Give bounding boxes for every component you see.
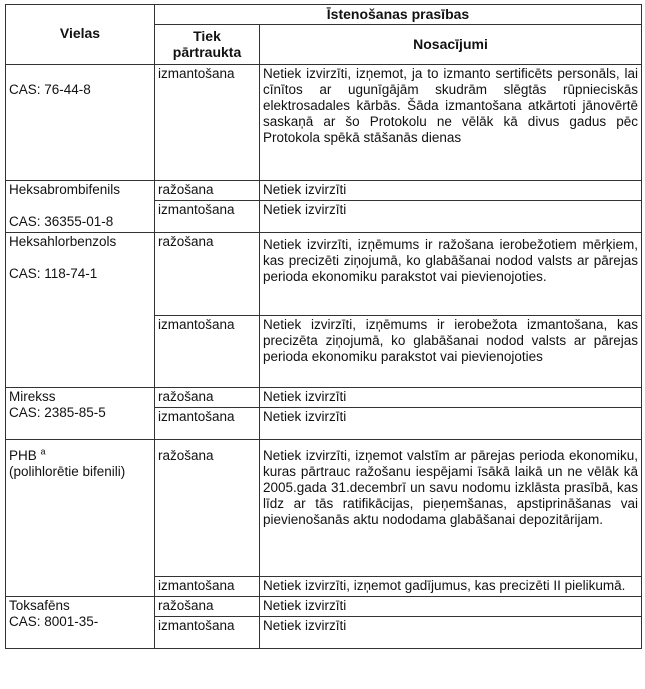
table-row <box>6 597 642 617</box>
header-row-1 <box>6 5 642 25</box>
condition-cell: Netiek izvirzīti, izņēmums ir ierobežota izmantošana, kas precizēta ziņojumā, ko glabāšanai nodod valsts ar pārejas perioda ekonomiku parakstot vai pievienojoties <box>260 316 642 388</box>
action-cell: izmantošana <box>155 577 260 597</box>
header-conditions: Nosacījumi <box>260 25 642 65</box>
condition-cell: Netiek izvirzīti <box>260 617 642 649</box>
substance-name: Heksahlorbenzols <box>9 234 117 249</box>
substance-cell <box>6 181 155 233</box>
substance-name <box>9 66 151 82</box>
substance-cell <box>6 233 155 388</box>
requirements-table <box>5 4 642 649</box>
table-row <box>6 440 642 577</box>
action-cell: izmantošana <box>155 65 260 181</box>
header-requirements: Īstenošanas prasības <box>155 5 642 25</box>
footnote-marker: a <box>40 446 46 457</box>
table-row <box>6 388 642 408</box>
substance-cell <box>6 388 155 440</box>
table-row <box>6 181 642 201</box>
action-cell: izmantošana <box>155 316 260 388</box>
substance-cas: CAS: 118-74-1 <box>9 266 98 281</box>
substance-cas: CAS: 76-44-8 <box>9 82 91 97</box>
substance-abbrev: PHB <box>9 448 37 463</box>
condition-cell: Netiek izvirzīti <box>260 181 642 201</box>
table-row <box>6 65 642 181</box>
action-cell: ražošana <box>155 181 260 201</box>
substance-description: (polihlorētie bifenili) <box>9 464 126 479</box>
substance-name <box>9 448 151 464</box>
action-cell: ražošana <box>155 440 260 577</box>
substance-name: Heksabrombifenils <box>9 182 121 197</box>
condition-cell: Netiek izvirzīti, izņemot, ja to izmanto sertificēts personāls, lai cīnītos ar ugunīgājām skudrām slēgtās rūpnieciskās elektrosadales kārbās. Šāda izmantošana atkārtoti jānovērtē saskaņā ar šo Protokolu ne vēlāk kā divus gadus pēc Protokola spēkā stāšanās dienas <box>260 65 642 181</box>
substance-cas: CAS: 36355-01-8 <box>9 214 114 229</box>
condition-cell: Netiek izvirzīti, izņēmums ir ražošana ierobežotiem mērķiem, kas precizēti ziņojumā, ko glabāšanai nodod valsts ar pārejas perioda ekonomiku parakstot vai pievienojoties. <box>260 233 642 316</box>
condition-cell: Netiek izvirzīti <box>260 388 642 408</box>
table-row <box>6 233 642 316</box>
substance-cell <box>6 440 155 597</box>
substance-cell <box>6 65 155 181</box>
action-cell: ražošana <box>155 597 260 617</box>
header-eliminated: Tiek pārtraukta <box>155 25 260 65</box>
substance-cas: CAS: 2385-85-5 <box>9 405 106 420</box>
action-cell: izmantošana <box>155 201 260 233</box>
header-substance: Vielas <box>6 5 155 65</box>
action-cell: ražošana <box>155 388 260 408</box>
action-cell: izmantošana <box>155 617 260 649</box>
condition-cell: Netiek izvirzīti, izņemot gadījumus, kas precizēti II pielikumā. <box>260 577 642 597</box>
condition-cell: Netiek izvirzīti, izņemot valstīm ar pārejas perioda ekonomiku, kuras pārtrauc ražošanu iespējami īsākā laikā un ne vēlāk kā 2005.gada 31.decembrī un savu nodomu izklāsta prasībā, kas līdz ar tās ratifikācijas, pieņemšanas, apstiprināšanas vai pievienošanās aktu nododama glabāšanai depozitārijam. <box>260 440 642 577</box>
condition-cell: Netiek izvirzīti <box>260 597 642 617</box>
condition-cell: Netiek izvirzīti <box>260 201 642 233</box>
action-cell: izmantošana <box>155 408 260 440</box>
action-cell: ražošana <box>155 233 260 316</box>
substance-name: Mirekss <box>9 389 56 404</box>
substance-cell <box>6 597 155 649</box>
substance-cas: CAS: 8001-35- <box>9 614 99 629</box>
substance-name: Toksafēns <box>9 598 70 613</box>
condition-cell: Netiek izvirzīti <box>260 408 642 440</box>
